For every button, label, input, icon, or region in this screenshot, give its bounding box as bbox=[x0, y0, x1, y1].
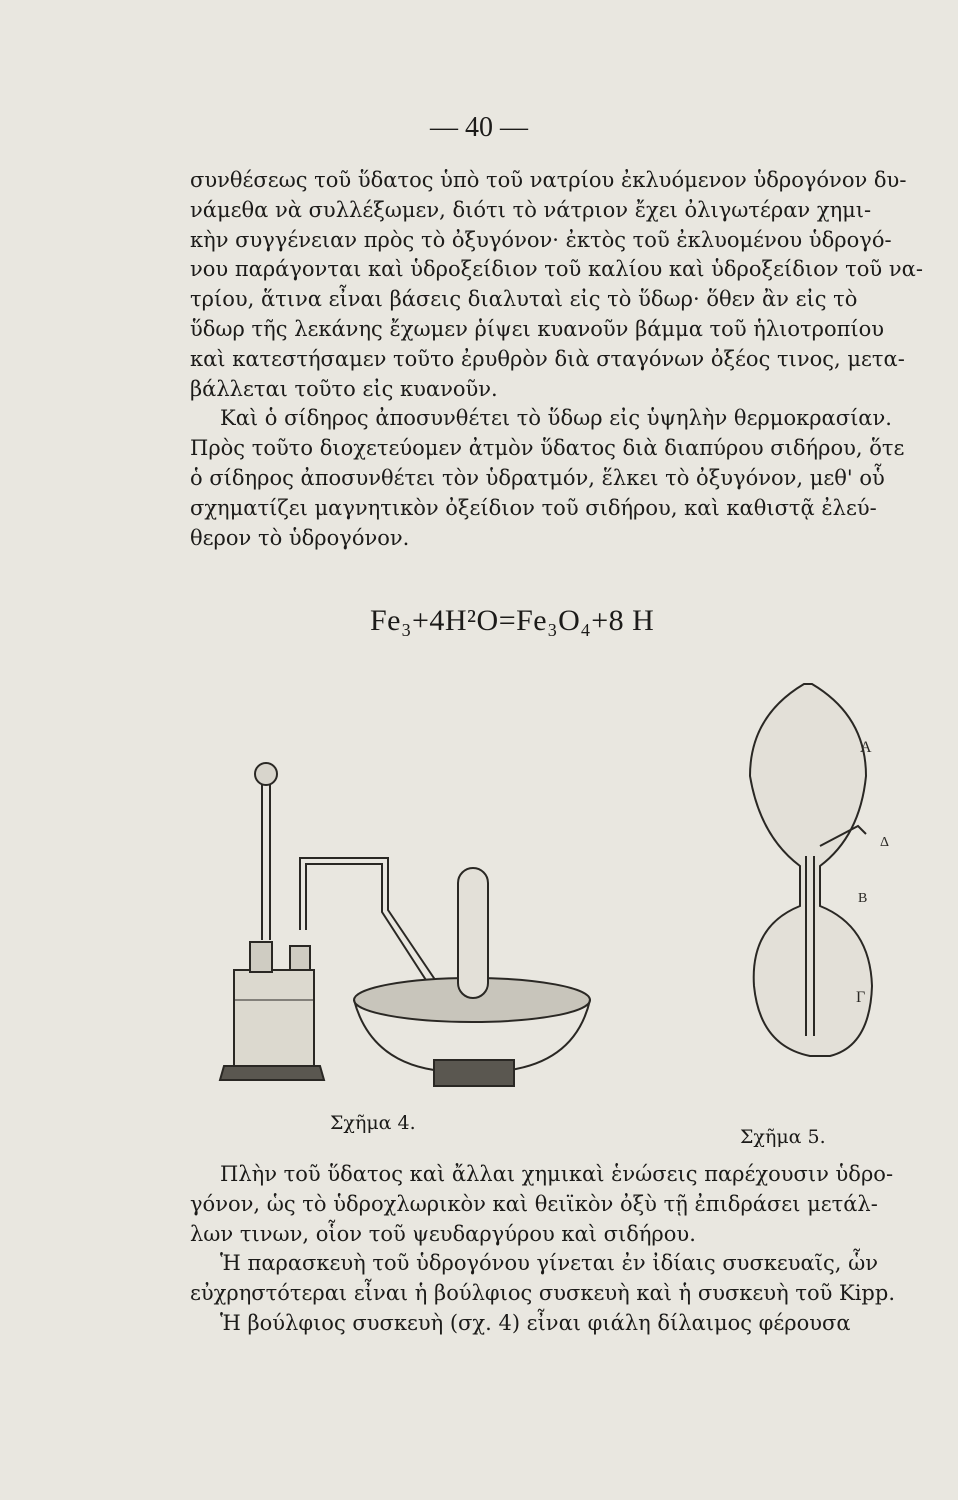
text-line: κὴν συγγένειαν πρὸς τὸ ὀξυγόνον· ἐκτὸς τοῦ ἐκλυομένου ὑδρογό- bbox=[190, 227, 892, 252]
figure-5-caption: Σχῆμα 5. bbox=[740, 1126, 826, 1148]
text-line: Καὶ ὁ σίδηρος ἀποσυνθέτει τὸ ὕδωρ εἰς ὑψηλὴν θερμοκρασίαν. bbox=[220, 406, 892, 431]
text-line: καὶ κατεστήσαμεν τοῦτο ἐρυθρὸν διὰ σταγόνων ὀξέος τινος, μετα- bbox=[190, 346, 905, 371]
chemical-formula: Fe₃+4H²O=Fe₃O₄+8 H bbox=[370, 604, 655, 637]
text-line: Ἡ βούλφιος συσκευὴ (σχ. 4) εἶναι φιάλη δίλαιμος φέρουσα bbox=[220, 1310, 851, 1335]
text-line: τρίου, ἅτινα εἶναι βάσεις διαλυταὶ εἰς τὸ ὕδωρ· ὅθεν ἂν εἰς τὸ bbox=[190, 287, 858, 312]
paragraph-sodium bbox=[190, 166, 923, 553]
text-line: εὐχρηστότεραι εἶναι ἡ βούλφιος συσκευὴ καὶ ἡ συσκευὴ τοῦ Kipp. bbox=[190, 1281, 895, 1306]
text-line: ὕδωρ τῆς λεκάνης ἔχωμεν ῥίψει κυανοῦν βάμμα τοῦ ἡλιοτροπίου bbox=[190, 316, 885, 341]
text-line: Πρὸς τοῦτο διοχετεύομεν ἀτμὸν ὕδατος διὰ διαπύρου σιδήρου, ὅτε bbox=[190, 436, 905, 461]
text-line: βάλλεται τοῦτο εἰς κυανοῦν. bbox=[190, 376, 498, 401]
text-line: νάμεθα νὰ συλλέξωμεν, διότι τὸ νάτριον ἔχει ὀλιγωτέραν χημι- bbox=[190, 197, 872, 222]
text-line: γόνον, ὡς τὸ ὑδροχλωρικὸν καὶ θειϊκὸν ὀξὺ τῇ ἐπιδράσει μετάλ- bbox=[190, 1191, 878, 1216]
label-a: A bbox=[860, 739, 872, 756]
page-number: — 40 — bbox=[430, 112, 528, 143]
paragraph-preparation bbox=[190, 1160, 918, 1339]
text-line: συνθέσεως τοῦ ὕδατος ὑπὸ τοῦ νατρίου ἐκλυόμενον ὑδρογόνον δυ- bbox=[190, 168, 907, 192]
figure-5-kipp-apparatus bbox=[720, 676, 920, 1076]
figure-4-woulfe-apparatus bbox=[220, 760, 610, 900]
text-line: σχηματίζει μαγνητικὸν ὀξείδιον τοῦ σιδήρου, καὶ καθιστᾷ ἐλεύ- bbox=[190, 495, 877, 520]
text-line: λων τινων, οἷον τοῦ ψευδαργύρου καὶ σιδήρου. bbox=[190, 1221, 696, 1246]
label-g: Γ bbox=[856, 989, 866, 1006]
text-line: Πλὴν τοῦ ὕδατος καὶ ἄλλαι χημικαὶ ἑνώσεις παρέχουσιν ὑδρο- bbox=[220, 1162, 894, 1186]
text-line: θερον τὸ ὑδρογόνον. bbox=[190, 525, 410, 550]
text-line: νου παράγονται καὶ ὑδροξείδιον τοῦ καλίου καὶ ὑδροξείδιον τοῦ να- bbox=[190, 257, 923, 282]
label-b: B bbox=[858, 891, 868, 906]
label-d: Δ bbox=[880, 835, 890, 850]
text-line: Ἡ παρασκευὴ τοῦ ὑδρογόνου γίνεται ἐν ἰδίαις συσκευαῖς, ὧν bbox=[220, 1251, 878, 1276]
text-line: ὁ σίδηρος ἀποσυνθέτει τὸν ὑδρατμόν, ἕλκει τὸ ὀξυγόνον, μεθ' οὗ bbox=[190, 465, 885, 490]
figure-4-caption: Σχῆμα 4. bbox=[330, 1112, 416, 1134]
